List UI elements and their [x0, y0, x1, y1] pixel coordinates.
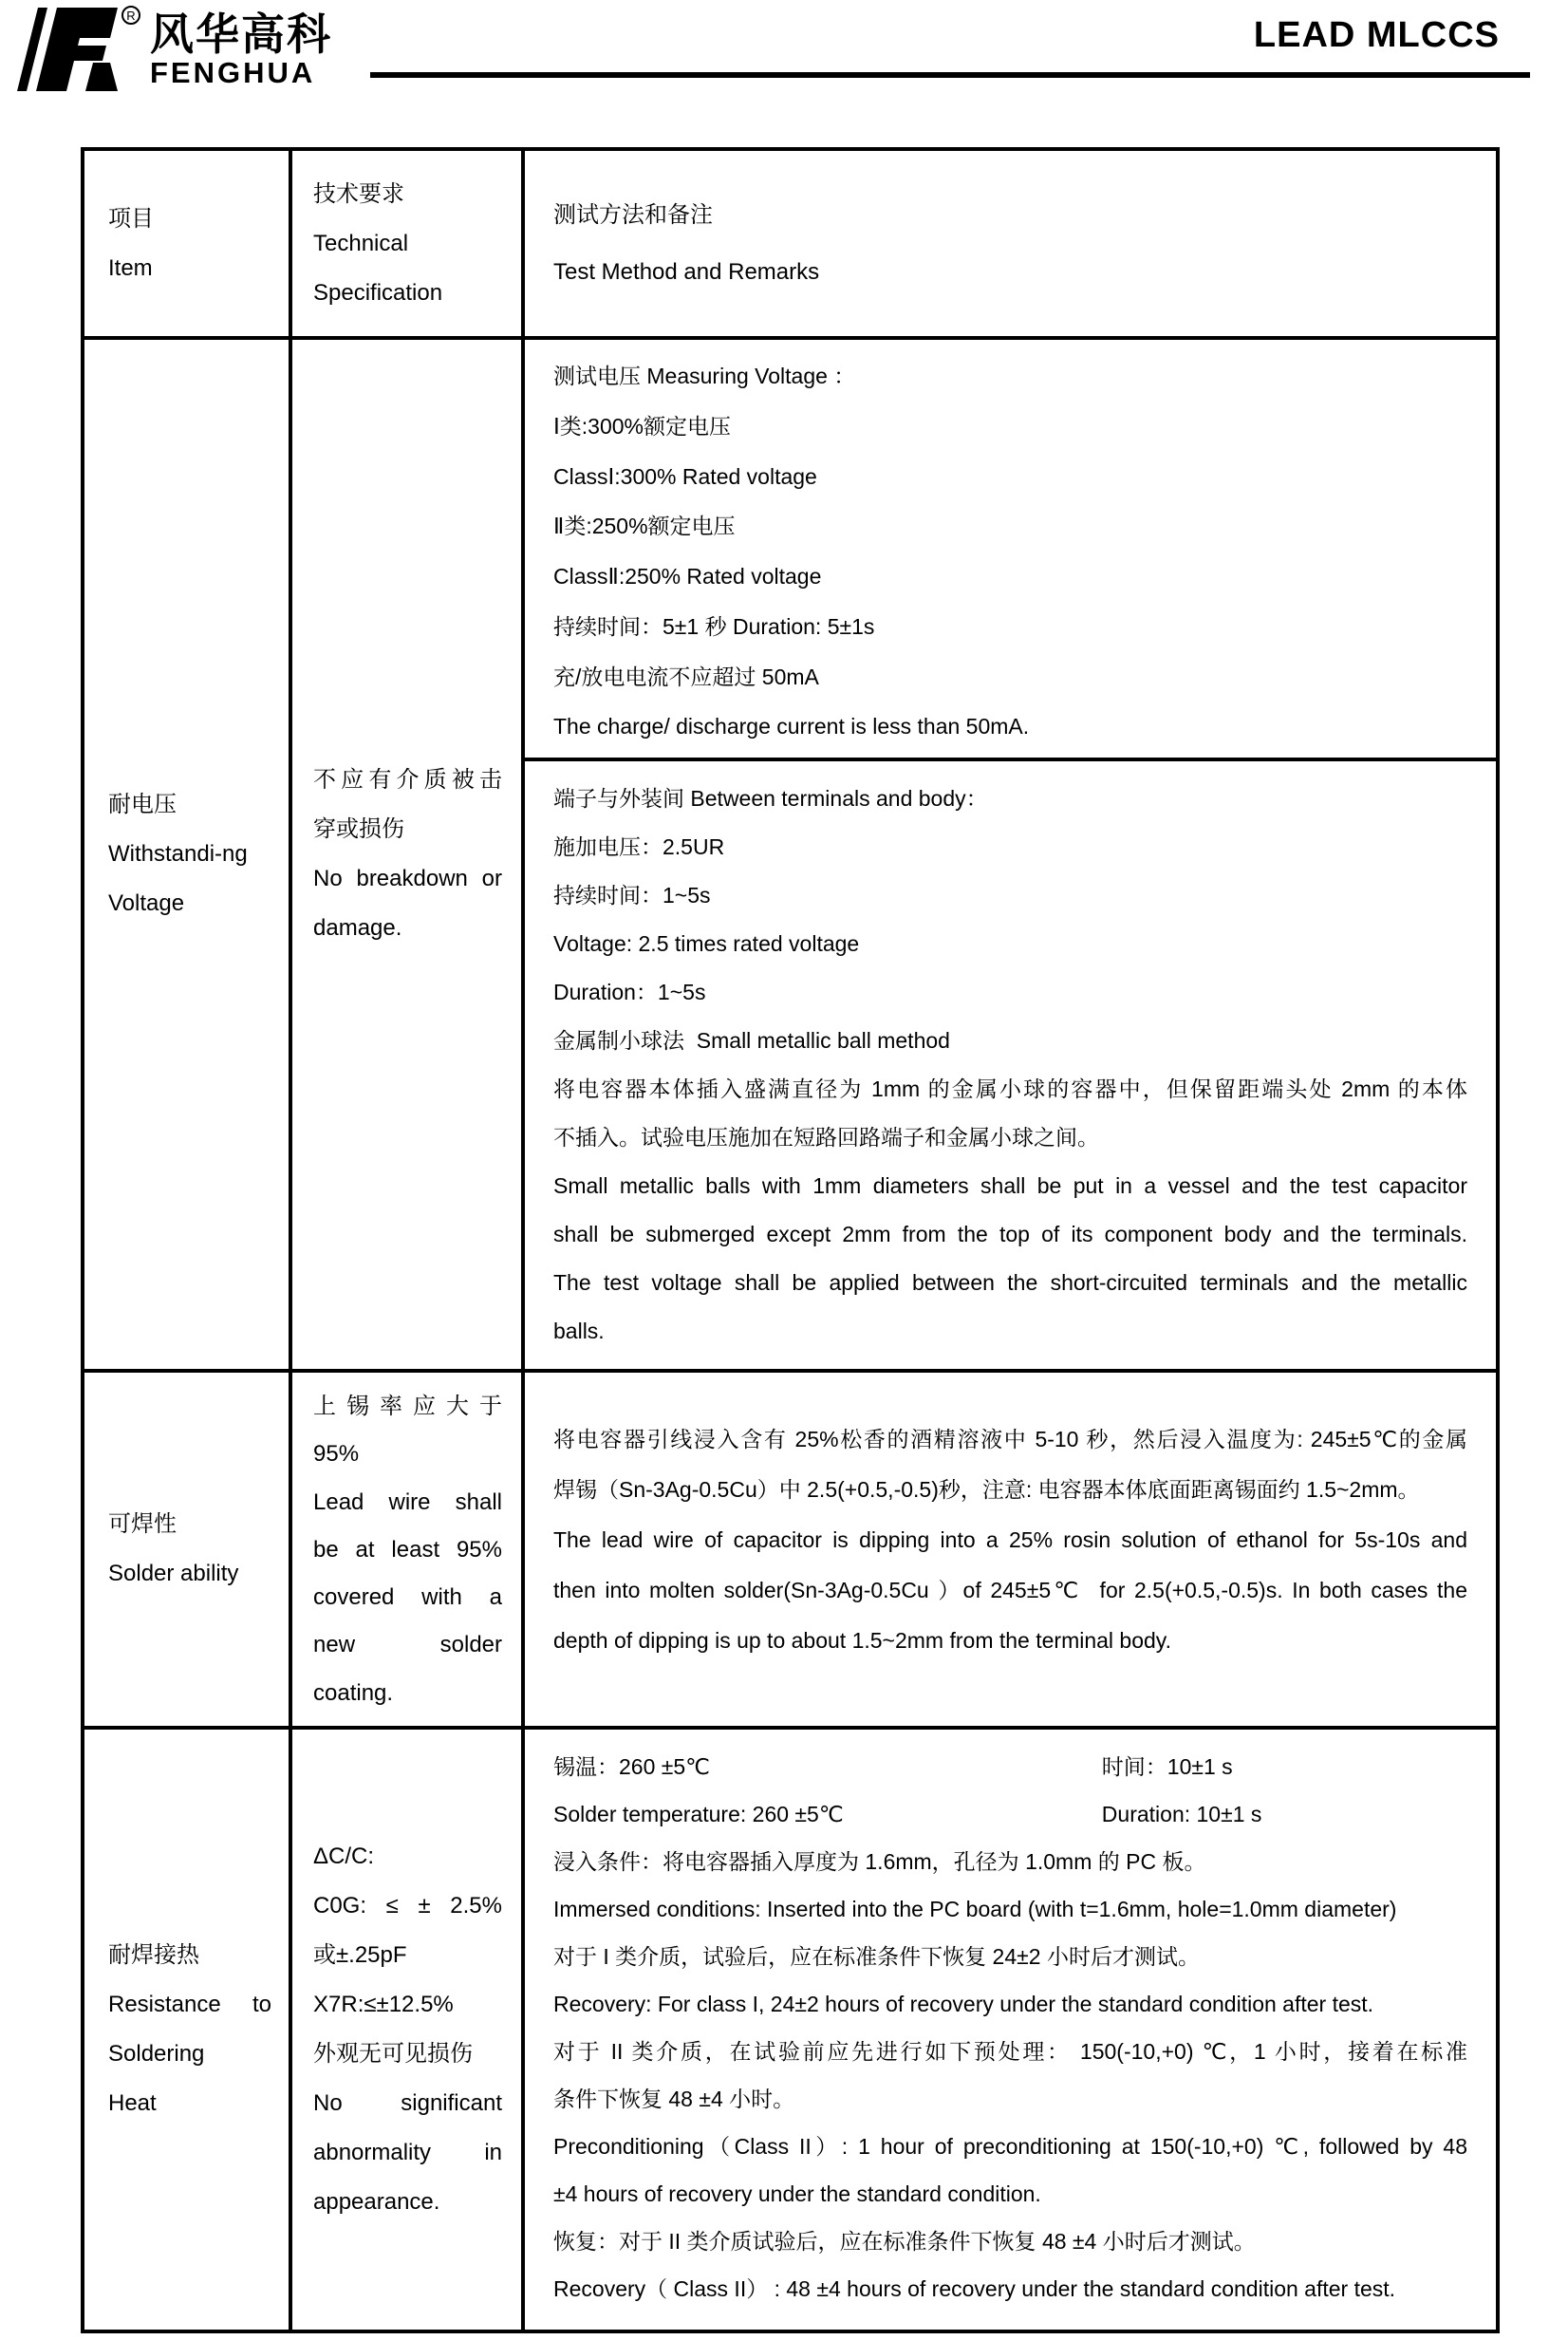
text-line: C0G: ≤ ± 2.5% — [313, 1893, 502, 1919]
spec-cell — [289, 1373, 521, 1726]
item-cell — [84, 340, 289, 1369]
text-line: Voltage — [108, 890, 185, 916]
text-line: No significant — [313, 2090, 502, 2116]
text-line: 金属制小球法 Small metallic ball method — [553, 1028, 950, 1053]
text-line: 将电容器引线浸入含有 25%松香的酒精溶液中 5-10 秒，然后浸入温度为: 245±5℃的金属 — [553, 1427, 1467, 1451]
text-line: Small metallic balls with 1mm diameters shall be put in a vessel and the test capacitor — [553, 1173, 1467, 1198]
table-row-withstanding-voltage — [84, 336, 1496, 1369]
text-line: Solder ability — [108, 1561, 239, 1586]
text-line: 不插入。试验电压施加在短路回路端子和金属小球之间。 — [553, 1125, 1099, 1150]
text-segment-right: Duration: 10±1 s — [1101, 1802, 1262, 1826]
text-line: depth of dipping is up to about 1.5~2mm from the terminal body. — [553, 1628, 1171, 1653]
text-line: 项目 — [108, 205, 154, 232]
text-line: covered with a — [313, 1584, 502, 1611]
method-subcell-measuring-voltage — [525, 340, 1496, 758]
method-subcell-terminals-and-body — [525, 758, 1496, 1369]
text-segment-left: 锡温：260 ±5℃ — [553, 1754, 711, 1779]
text-line: ClassⅡ:250% Rated voltage — [553, 564, 822, 589]
logo-cn-text: 风华高科 — [150, 9, 332, 59]
text-line: 不应有介质被击 — [313, 767, 502, 793]
text-line: 持续时间：5±1 秒 Duration: 5±1s — [553, 613, 875, 639]
text-line: Specification — [313, 279, 443, 306]
text-line: Recovery: For class I, 24±2 hours of recovery under the standard condition after test. — [553, 1992, 1374, 2016]
page-header — [0, 0, 1568, 123]
page-title: LEAD MLCCS — [1253, 15, 1500, 55]
table-row-solder-ability — [84, 1369, 1496, 1726]
text-line: Ⅰ类:300%额定电压 — [553, 413, 731, 439]
text-line: appearance. — [313, 2189, 440, 2215]
text-line: 测试电压 Measuring Voltage ： — [553, 364, 856, 388]
text-line: 施加电压：2.5UR — [553, 834, 725, 859]
text-line: 耐焊接热 — [108, 1942, 199, 1968]
text-line: Resistance to — [108, 1992, 271, 2017]
text-line: 测试方法和备注 — [553, 201, 713, 228]
text-line: 或±.25pF — [313, 1942, 407, 1968]
text-line: damage. — [313, 915, 402, 941]
spec-cell — [289, 340, 521, 1369]
logo-text — [150, 6, 332, 93]
text-line: 对于 II 类介质，在试验前应先进行如下预处理： 150(-10,+0) ℃，1 小时，接着在标准 — [553, 2039, 1467, 2064]
item-cell — [84, 1373, 289, 1726]
header-cell-test-method — [521, 151, 1496, 336]
text-line: Voltage: 2.5 times rated voltage — [553, 931, 860, 956]
method-cell-group — [521, 1373, 1496, 1726]
method-cell — [525, 1373, 1496, 1726]
text-line: 将电容器本体插入盛满直径为 1mm 的金属小球的容器中，但保留距端头处 2mm 的本体 — [553, 1076, 1467, 1101]
text-line: Technical — [313, 230, 409, 256]
method-cell — [525, 1730, 1496, 2330]
item-cell — [84, 1730, 289, 2330]
text-segment-right: 时间：10±1 s — [1101, 1754, 1233, 1779]
text-line: Ⅱ类:250%额定电压 — [553, 514, 736, 539]
text-line: ±4 hours of recovery under the standard condition. — [553, 2181, 1041, 2206]
text-line: balls. — [553, 1319, 605, 1343]
text-line: Item — [108, 254, 153, 281]
text-line: Heat — [108, 2090, 157, 2116]
text-line: 充/放电电流不应超过 50mA — [553, 664, 819, 689]
header-divider-rule — [370, 72, 1530, 78]
text-line: 恢复：对于 II 类介质试验后，应在标准条件下恢复 48 ±4 小时后才测试。 — [553, 2229, 1256, 2254]
text-line: 上锡率应大于 — [313, 1394, 502, 1420]
text-line: 可焊性 — [108, 1511, 177, 1537]
method-cell-group — [521, 340, 1496, 1369]
text-segment-left: Solder temperature: 260 ±5℃ — [553, 1802, 844, 1826]
text-line: 条件下恢复 48 ±4 小时。 — [553, 2087, 795, 2111]
text-line: abnormality in — [313, 2140, 502, 2165]
text-line: Withstandi-ng — [108, 841, 248, 867]
text-line: 持续时间：1~5s — [553, 883, 711, 908]
text-line: then into molten solder(Sn-3Ag-0.5Cu ）of 245±5℃ for 2.5(+0.5,-0.5)s. In both cases the — [553, 1578, 1467, 1602]
text-line: The charge/ discharge current is less than 50mA. — [553, 714, 1030, 739]
text-line: new solder — [313, 1632, 502, 1658]
text-line: Duration：1~5s — [553, 980, 706, 1004]
text-line: 浸入条件：将电容器插入厚度为 1.6mm，孔径为 1.0mm 的 PC 板。 — [553, 1849, 1206, 1874]
table-row-resistance-to-soldering-heat — [84, 1726, 1496, 2330]
text-line: 耐电压 — [108, 792, 177, 817]
text-line: Preconditioning（Class II）: 1 hour of preconditioning at 150(-10,+0) ℃, followed by 48 — [553, 2134, 1467, 2159]
text-line: No breakdown or — [313, 866, 502, 891]
fenghua-logo — [11, 6, 332, 93]
spec-table — [81, 147, 1500, 2333]
text-line: 对于 I 类介质，试验后，应在标准条件下恢复 24±2 小时后才测试。 — [553, 1944, 1200, 1969]
text-line: Immersed conditions: Inserted into the PC board (with t=1.6mm, hole=1.0mm diameter) — [553, 1897, 1397, 1921]
text-line: 技术要求 — [313, 180, 404, 207]
text-line: The lead wire of capacitor is dipping into a 25% rosin solution of ethanol for 5s-10s and — [553, 1527, 1467, 1552]
text-line: 95% — [313, 1441, 360, 1468]
table-header-row — [84, 151, 1496, 336]
text-line: The test voltage shall be applied between the short-circuited terminals and the metallic — [553, 1270, 1467, 1295]
text-line: ΔC/C: — [313, 1844, 375, 1869]
text-line: ClassⅠ:300% Rated voltage — [553, 463, 817, 489]
method-cell-group — [521, 1730, 1496, 2330]
text-line: be at least 95% — [313, 1536, 502, 1563]
text-line-two-column — [553, 1790, 1467, 1838]
text-line: Test Method and Remarks — [553, 258, 820, 285]
text-line: shall be submerged except 2mm from the top of its component body and the terminals. — [553, 1222, 1467, 1246]
spec-cell — [289, 1730, 521, 2330]
text-line: 外观无可见损伤 — [313, 2041, 473, 2067]
text-line: X7R:≤±12.5% — [313, 1992, 454, 2017]
text-line: 穿或损伤 — [313, 816, 404, 842]
text-line: Recovery（ Class II） : 48 ±4 hours of recovery under the standard condition after test. — [553, 2276, 1396, 2301]
fenghua-logo-mark-icon — [11, 6, 142, 93]
text-line: Lead wire shall — [313, 1488, 502, 1515]
text-line-two-column — [553, 1743, 1467, 1790]
text-line: 端子与外装间 Between terminals and body： — [553, 786, 988, 811]
text-line: Soldering — [108, 2041, 205, 2067]
text-line: 焊锡（Sn-3Ag-0.5Cu）中 2.5(+0.5,-0.5)秒，注意: 电容器本体底面距离锡面约 1.5~2mm。 — [553, 1477, 1420, 1502]
logo-en-text: FENGHUA — [150, 56, 316, 89]
header-cell-item — [84, 151, 289, 336]
text-line: coating. — [313, 1679, 394, 1706]
svg-text:R: R — [126, 9, 136, 23]
header-cell-technical-specification — [289, 151, 521, 336]
